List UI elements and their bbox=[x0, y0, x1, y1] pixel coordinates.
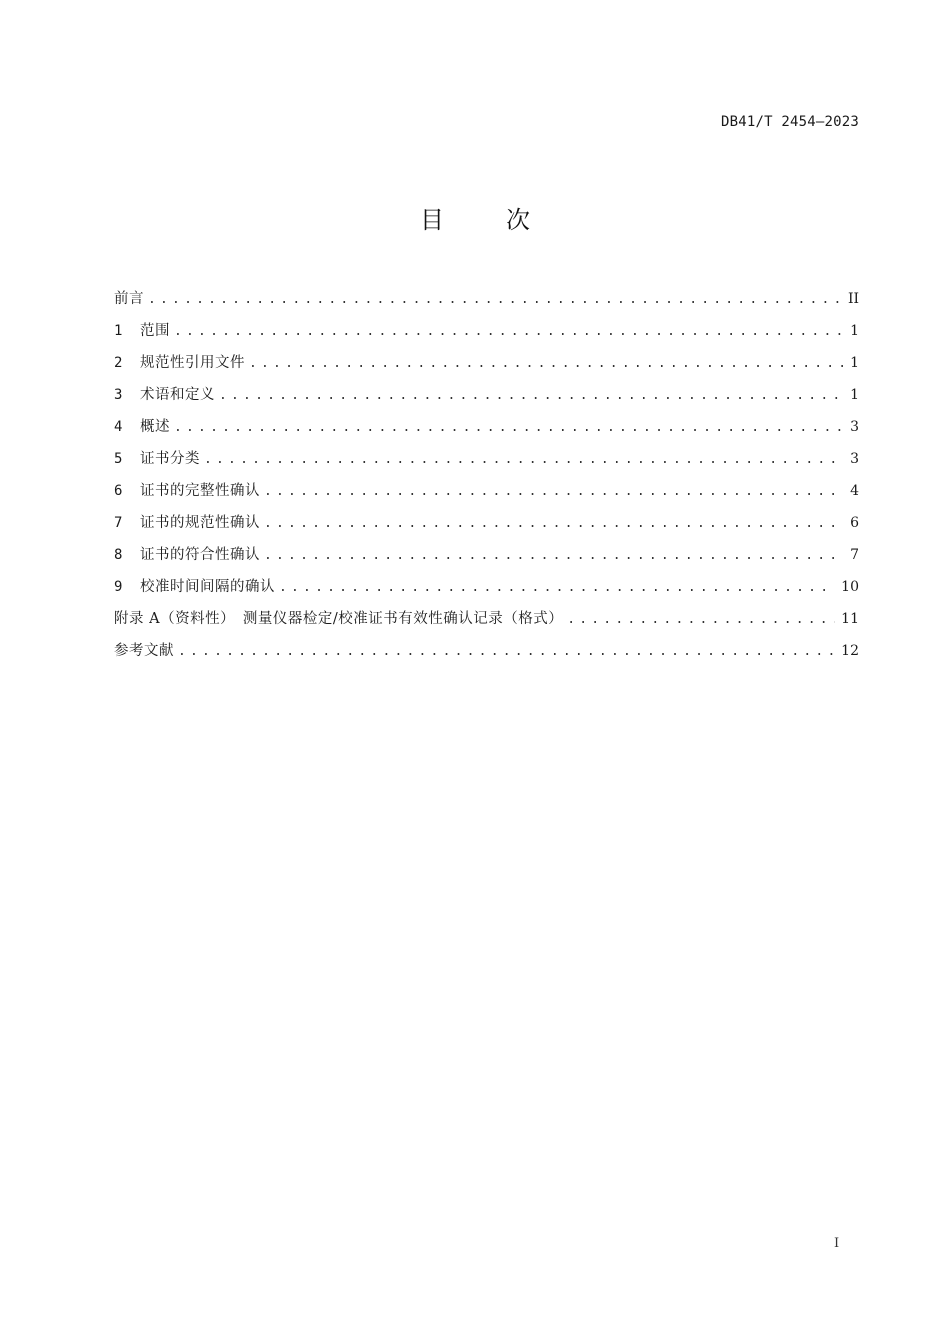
toc-entry-6[interactable] bbox=[114, 479, 859, 511]
toc-entry-label: 证书的完整性确认 bbox=[140, 483, 260, 499]
toc-entry-number: 6 bbox=[114, 483, 123, 499]
toc-entry-label: 证书分类 bbox=[140, 451, 200, 467]
toc-dot-leader bbox=[148, 288, 842, 312]
toc-dot-leader bbox=[264, 544, 844, 568]
toc-dot-leader bbox=[279, 576, 835, 600]
toc-entry-number: 5 bbox=[114, 451, 123, 467]
toc-entry-page: II bbox=[847, 291, 859, 307]
toc-entry-label: 概述 bbox=[140, 419, 170, 435]
toc-entry-references[interactable] bbox=[114, 639, 859, 671]
page-title-char-2: 次 bbox=[506, 206, 530, 234]
toc-entry-label: 术语和定义 bbox=[140, 387, 215, 403]
toc-entry-number: 8 bbox=[114, 547, 123, 563]
toc-entry-page: 10 bbox=[841, 579, 859, 595]
toc-entry-number: 2 bbox=[114, 355, 123, 371]
toc-entry-label: 证书的规范性确认 bbox=[140, 515, 260, 531]
toc-entry-page: 6 bbox=[850, 515, 859, 531]
toc-entry-4[interactable] bbox=[114, 415, 859, 447]
toc-entry-page: 1 bbox=[850, 387, 859, 403]
footer-page-number: I bbox=[834, 1236, 840, 1251]
toc-entry-label: 规范性引用文件 bbox=[140, 355, 245, 371]
toc-entry-5[interactable] bbox=[114, 447, 859, 479]
toc-entry-7[interactable] bbox=[114, 511, 859, 543]
toc-entry-1[interactable] bbox=[114, 319, 859, 351]
toc-entry-label: 参考文献 bbox=[114, 643, 174, 659]
toc-entry-label: 范围 bbox=[140, 323, 170, 339]
page-title bbox=[0, 200, 950, 235]
toc-entry-label: 证书的符合性确认 bbox=[140, 547, 260, 563]
toc-entry-page: 3 bbox=[850, 451, 859, 467]
toc-dot-leader bbox=[264, 512, 844, 536]
toc-entry-2[interactable] bbox=[114, 351, 859, 383]
page-title-char-1: 目 bbox=[420, 206, 444, 234]
toc-dot-leader bbox=[174, 416, 844, 440]
toc-entry-page: 12 bbox=[841, 643, 859, 659]
toc-dot-leader bbox=[178, 640, 835, 664]
toc-dot-leader bbox=[249, 352, 844, 376]
toc-entry-number: 4 bbox=[114, 419, 123, 435]
toc-dot-leader bbox=[174, 320, 844, 344]
toc-entry-page: 1 bbox=[850, 323, 859, 339]
table-of-contents bbox=[114, 287, 859, 671]
toc-entry-number: 1 bbox=[114, 323, 123, 339]
toc-entry-label: 校准时间间隔的确认 bbox=[140, 579, 275, 595]
toc-entry-number: 3 bbox=[114, 387, 123, 403]
toc-entry-9[interactable] bbox=[114, 575, 859, 607]
toc-entry-label: 附录 A（资料性） 测量仪器检定/校准证书有效性确认记录（格式） bbox=[114, 611, 564, 627]
toc-entry-foreword[interactable] bbox=[114, 287, 859, 319]
toc-entry-8[interactable] bbox=[114, 543, 859, 575]
toc-entry-page: 1 bbox=[850, 355, 859, 371]
toc-entry-appendix-a[interactable] bbox=[114, 607, 859, 639]
toc-entry-3[interactable] bbox=[114, 383, 859, 415]
toc-dot-leader bbox=[567, 608, 835, 632]
standard-code: DB41/T 2454—2023 bbox=[720, 114, 859, 130]
toc-entry-page: 7 bbox=[850, 547, 859, 563]
toc-dot-leader bbox=[219, 384, 844, 408]
toc-entry-number: 9 bbox=[114, 579, 123, 595]
toc-entry-page: 11 bbox=[841, 611, 859, 627]
toc-entry-label: 前言 bbox=[114, 291, 144, 307]
toc-dot-leader bbox=[264, 480, 844, 504]
toc-dot-leader bbox=[204, 448, 844, 472]
toc-entry-number: 7 bbox=[114, 515, 123, 531]
toc-entry-page: 4 bbox=[850, 483, 859, 499]
toc-entry-page: 3 bbox=[850, 419, 859, 435]
